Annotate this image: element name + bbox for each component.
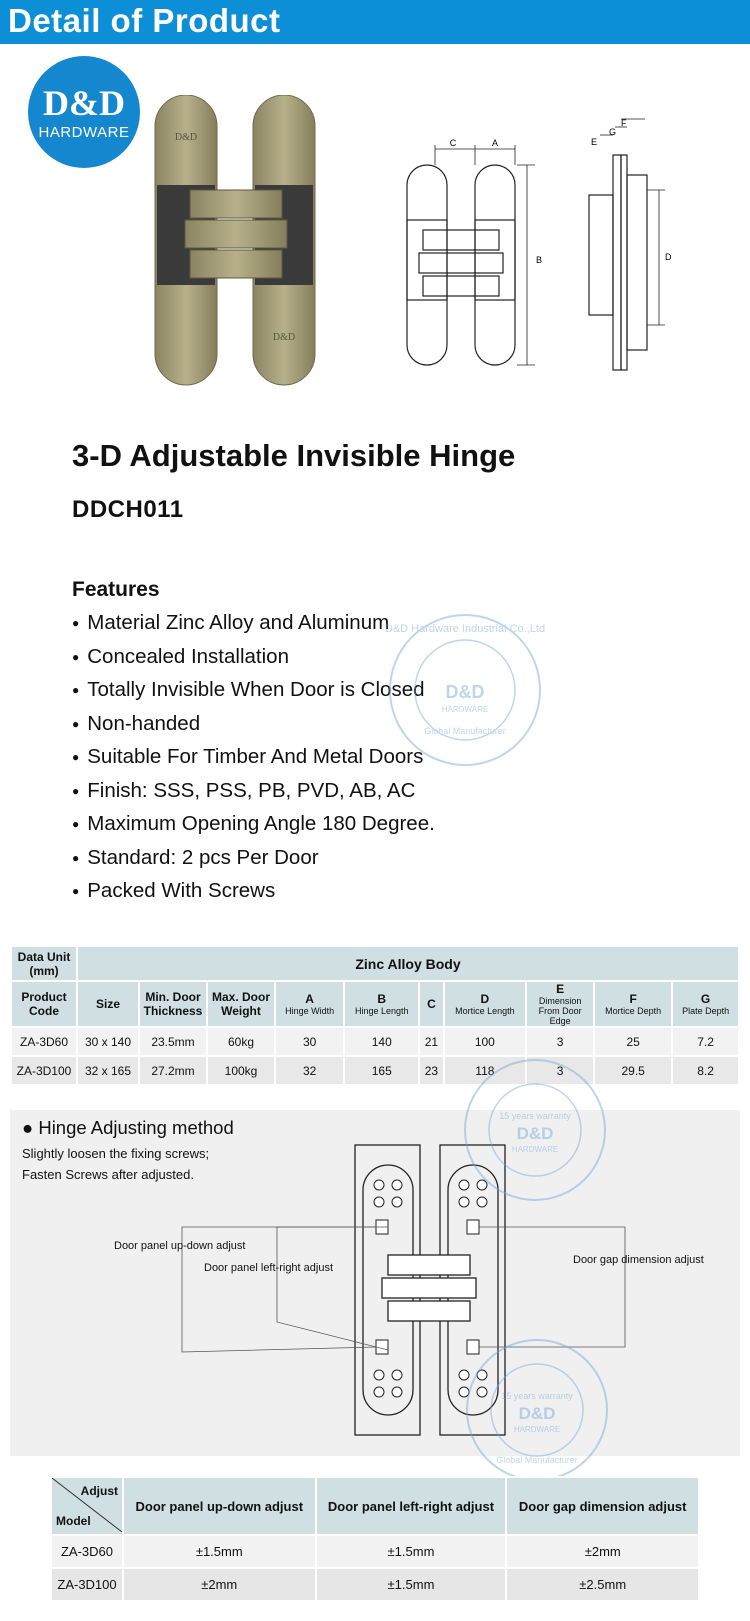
label-leftright: Door panel left-right adjust [204,1262,334,1274]
watermark-inner-top: 15 years warranty [499,1111,571,1121]
adjusting-instruction-2: Fasten Screws after adjusted. [22,1167,194,1182]
feature-item: ● Suitable For Timber And Metal Doors [72,744,435,778]
product-title: 3-D Adjustable Invisible Hinge [72,438,516,473]
watermark-sub: HARDWARE [513,1425,561,1434]
watermark-sub: HARDWARE [441,705,489,714]
table-row: ZA-3D60 30 x 140 23.5mm 60kg 30 140 21 100 3 25 7.2 [11,1027,739,1056]
watermark-sub: HARDWARE [511,1145,559,1154]
body-label: Zinc Alloy Body [77,946,739,981]
header-max-door-weight: Max. Door Weight [207,981,275,1027]
feature-item: ● Packed With Screws [72,878,435,912]
watermark-bottom: Global Manufacturer [424,726,506,736]
table-row: ZA-3D100 32 x 165 27.2mm 100kg 32 165 23 118 3 29.5 8.2 [11,1056,739,1085]
page-title: Detail of Product [8,2,281,39]
hinge-photo [145,95,330,390]
adjusting-instruction-1: Slightly loosen the fixing screws; [22,1146,210,1161]
watermark-brand: D&D [518,1404,556,1423]
feature-item: ● Concealed Installation [72,644,435,678]
label-updown: Door panel up-down adjust [114,1240,246,1252]
adjusting-heading: ● Hinge Adjusting method [22,1117,234,1138]
watermark-brand: D&D [445,682,485,702]
adjust-col-leftright: Door panel left-right adjust [316,1477,507,1535]
dim-label-a: A [491,138,499,148]
watermark-ring-text: D&D Hardware Industrial Co.,Ltd [385,623,545,635]
features-heading: Features [72,578,160,601]
logo-mark-top: D&D [174,132,198,143]
header-f: F Mortice Depth [594,981,672,1027]
watermark-brand: D&D [516,1124,554,1143]
header-g: G Plate Depth [672,981,739,1027]
dim-label-c: C [449,138,457,148]
watermark-bottom: Global Manufacturer [496,1455,578,1465]
unit-label: Data Unit (mm) [11,946,77,981]
adjust-table [50,1476,700,1602]
dim-label-g: G [609,127,617,137]
dim-label-d: D [665,252,672,262]
logo-mark-bottom: D&D [272,332,296,343]
label-gap: Door gap dimension adjust [573,1254,704,1266]
watermark-inner-top: 15 years warranty [501,1391,573,1401]
header-size: Size [77,981,139,1027]
header-e: E Dimension From Door Edge [526,981,594,1027]
watermark-stamp [460,1055,610,1205]
brand-logo: D&D HARDWARE [28,56,140,168]
header-product-code: Product Code [11,981,77,1027]
feature-item: ● Maximum Opening Angle 180 Degree. [72,811,435,845]
table-row: ZA-3D60 ±1.5mm ±1.5mm ±2mm [51,1535,699,1568]
watermark-stamp [385,610,545,770]
adjust-corner: Adjust Model [51,1477,123,1535]
feature-item: ● Finish: SSS, PSS, PB, PVD, AB, AC [72,778,435,812]
feature-item: ● Non-handed [72,711,435,745]
header-min-door-thickness: Min. Door Thickness [139,981,207,1027]
product-code: DDCH011 [72,496,184,523]
dim-label-f: F [621,118,627,128]
adjust-col-updown: Door panel up-down adjust [123,1477,316,1535]
front-technical-drawing [395,135,545,375]
watermark-stamp [462,1335,612,1485]
dim-label-e: E [591,137,598,147]
adjust-col-gap: Door gap dimension adjust [506,1477,699,1535]
dim-label-b: B [536,255,543,265]
spec-table [10,945,740,1086]
feature-item: ● Standard: 2 pcs Per Door [72,845,435,879]
features-list [72,610,435,912]
header-d: D Mortice Length [444,981,527,1027]
header-c: C [419,981,443,1027]
feature-item: ● Totally Invisible When Door is Closed [72,677,435,711]
side-technical-drawing [585,115,695,375]
header-b: B Hinge Length [344,981,419,1027]
table-row: ZA-3D100 ±2mm ±1.5mm ±2.5mm [51,1568,699,1601]
feature-item: ● Material Zinc Alloy and Aluminum [72,610,435,644]
header-a: A Hinge Width [275,981,344,1027]
